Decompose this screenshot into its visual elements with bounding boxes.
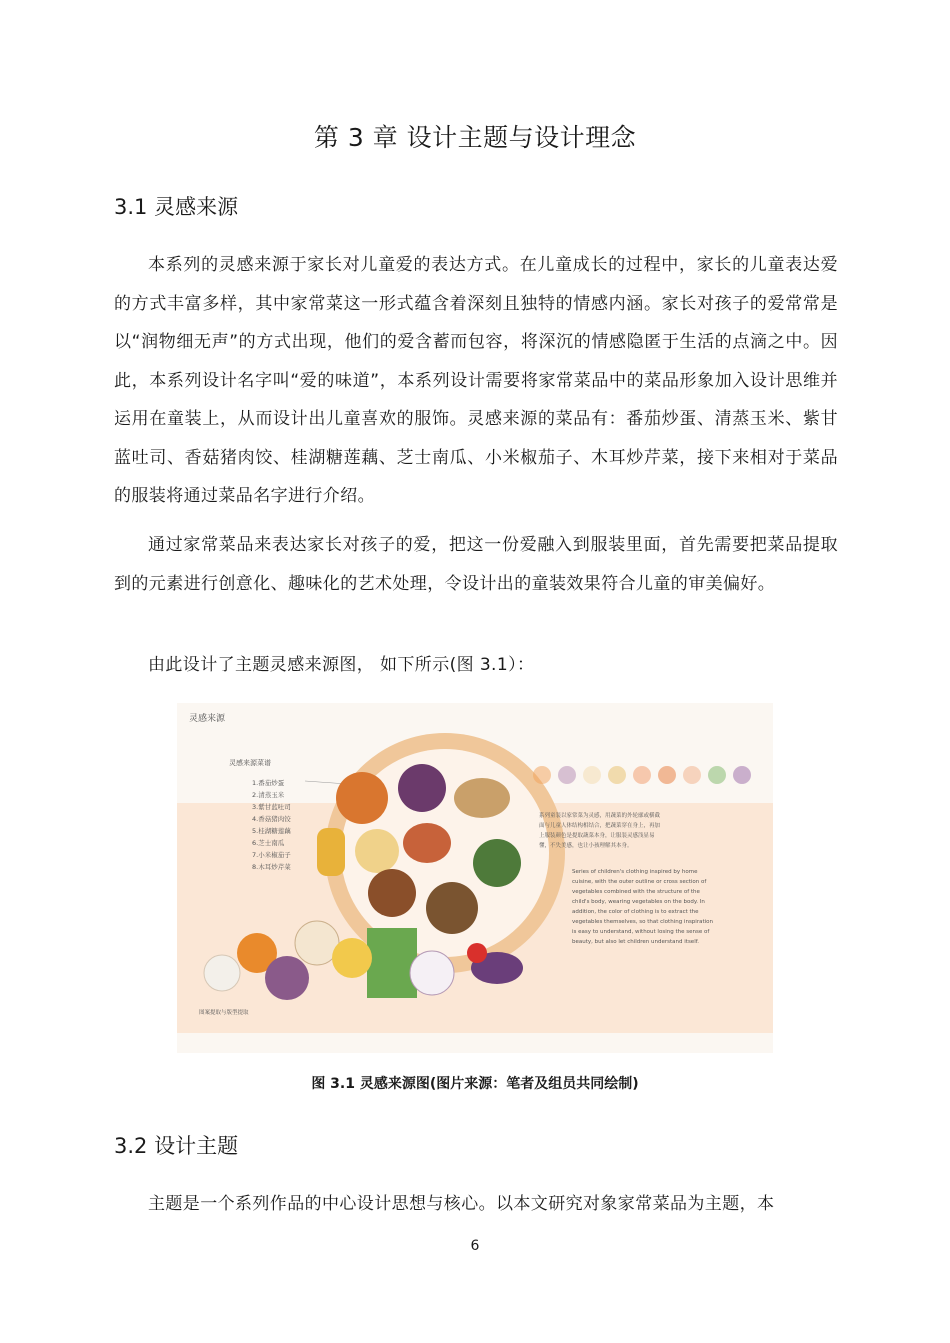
- eggplant-dish: [426, 882, 478, 934]
- section-heading-3-2: 3.2 设计主题: [114, 1134, 239, 1158]
- veg-icon: [708, 766, 726, 784]
- chapter-title: 第 3 章 设计主题与设计理念: [313, 123, 637, 152]
- en-description-line: vegetables combined with the structure of the: [572, 889, 700, 895]
- cn-description-line: 上服装颜色是提取蔬菜本身，让服装灵感浅显易: [539, 833, 655, 839]
- menu-item: 8.木耳炒芹菜: [252, 863, 291, 871]
- en-description-line: beauty, but also let children understand itself.: [572, 939, 700, 945]
- en-description-line: cuisine, with the outer outline or cross section of: [572, 879, 707, 885]
- section-heading-3-1: 3.1 灵感来源: [114, 195, 239, 219]
- en-description-line: vegetables themselves, so that clothing inspiration: [572, 919, 713, 925]
- mushroom-dish: [368, 869, 416, 917]
- en-description-line: child's body, wearing vegetables on the body. In: [572, 899, 705, 905]
- menu-item: 1.番茄炒蛋: [252, 779, 285, 787]
- cn-description-line: 系列童装以家常菜为灵感，用蔬菜的外轮廓或横截: [539, 813, 661, 819]
- page-number: 6: [470, 1238, 480, 1254]
- celery-illustration: [367, 928, 417, 998]
- menu-item: 2.清蒸玉米: [252, 791, 285, 799]
- veg-icon: [558, 766, 576, 784]
- dumpling-dish: [454, 778, 510, 818]
- tomato-egg-dish: [336, 772, 388, 824]
- cn-description-line: 面与儿童人体结构相结合，把蔬菜穿在身上，再加: [539, 823, 661, 829]
- en-description-line: Series of children's clothing inspired by home: [572, 869, 698, 875]
- veg-icon: [733, 766, 751, 784]
- menu-item: 5.桂湖糖莲藕: [252, 827, 291, 835]
- pumpkin-cheese-dish: [403, 823, 451, 863]
- onion-illustration: [410, 951, 454, 995]
- red-cabbage-illustration: [265, 956, 309, 1000]
- garlic-illustration: [204, 955, 240, 991]
- en-description-line: is easy to understand, without losing the sense of: [572, 929, 710, 935]
- paragraph-theme: 主题是一个系列作品的中心设计思想与核心。以本文研究对象家常菜品为主题，本: [148, 1194, 775, 1214]
- lotus-root-dish: [355, 829, 399, 873]
- figure-caption: 图 3.1 灵感来源图(图片来源：笔者及组员共同绘制): [311, 1076, 639, 1092]
- en-description-line: addition, the color of clothing is to extract the: [572, 909, 699, 915]
- veg-icon: [683, 766, 701, 784]
- cn-description-line: 懂，不失美感，也让小孩理解其本身。: [539, 843, 633, 849]
- figure-bottom-label: 图案提取与版型提取: [199, 1010, 249, 1016]
- corn-slice-illustration: [332, 938, 372, 978]
- veg-icon: [633, 766, 651, 784]
- chili-illustration: [467, 943, 487, 963]
- veg-icon: [658, 766, 676, 784]
- menu-item: 6.芝士南瓜: [252, 839, 285, 847]
- veg-icon: [533, 766, 551, 784]
- veg-icon: [583, 766, 601, 784]
- corn-dish: [317, 828, 345, 876]
- menu-item: 7.小米椒茄子: [252, 851, 291, 859]
- menu-title: 灵感来源菜谱: [229, 759, 271, 767]
- paragraph-figure-intro: 由此设计了主题灵感来源图， 如下所示(图 3.1）：: [148, 655, 535, 675]
- menu-item: 3.紫甘蓝吐司: [252, 803, 291, 811]
- menu-item: 4.香菇猪肉饺: [252, 815, 291, 823]
- purple-toast-dish: [398, 764, 446, 812]
- paragraph-expression-of-love: 通过家常菜品来表达家长对孩子的爱，把这一份爱融入到服装里面，首先需要把菜品提取到的元素进行创意化、趣味化的艺术处理，令设计出的童装效果符合儿童的审美偏好。: [114, 535, 838, 594]
- figure-title: 灵感来源: [189, 714, 226, 724]
- inspiration-figure: [177, 703, 773, 1053]
- veg-icon: [608, 766, 626, 784]
- vegetable-icon-row: [533, 766, 751, 784]
- celery-fungus-dish: [473, 839, 521, 887]
- paragraph-inspiration-source: 本系列的灵感来源于家长对儿童爱的表达方式。在儿童成长的过程中，家长的儿童表达爱的方式丰富多样，其中家常菜这一形式蕴含着深刻且独特的情感内涵。家长对孩子的爱常常是以“润物细无声”的方式出现，他们的爱含蓄而包容，将深沉的情感隐匿于生活的点滴之中。因此，本系列设计名字叫“爱的味道”，本系列设计需要将家常菜品中的菜品形象加入设计思维并运用在童装上，从而设计出儿童喜欢的服饰。灵感来源的菜品有：番茄炒蛋、清蒸玉米、紫甘蓝吐司、香菇猪肉饺、桂湖糖莲藕、芝士南瓜、小米椒茄子、木耳炒芹菜，接下来相对于菜品的服装将通过菜品名字进行介绍。: [114, 255, 838, 506]
